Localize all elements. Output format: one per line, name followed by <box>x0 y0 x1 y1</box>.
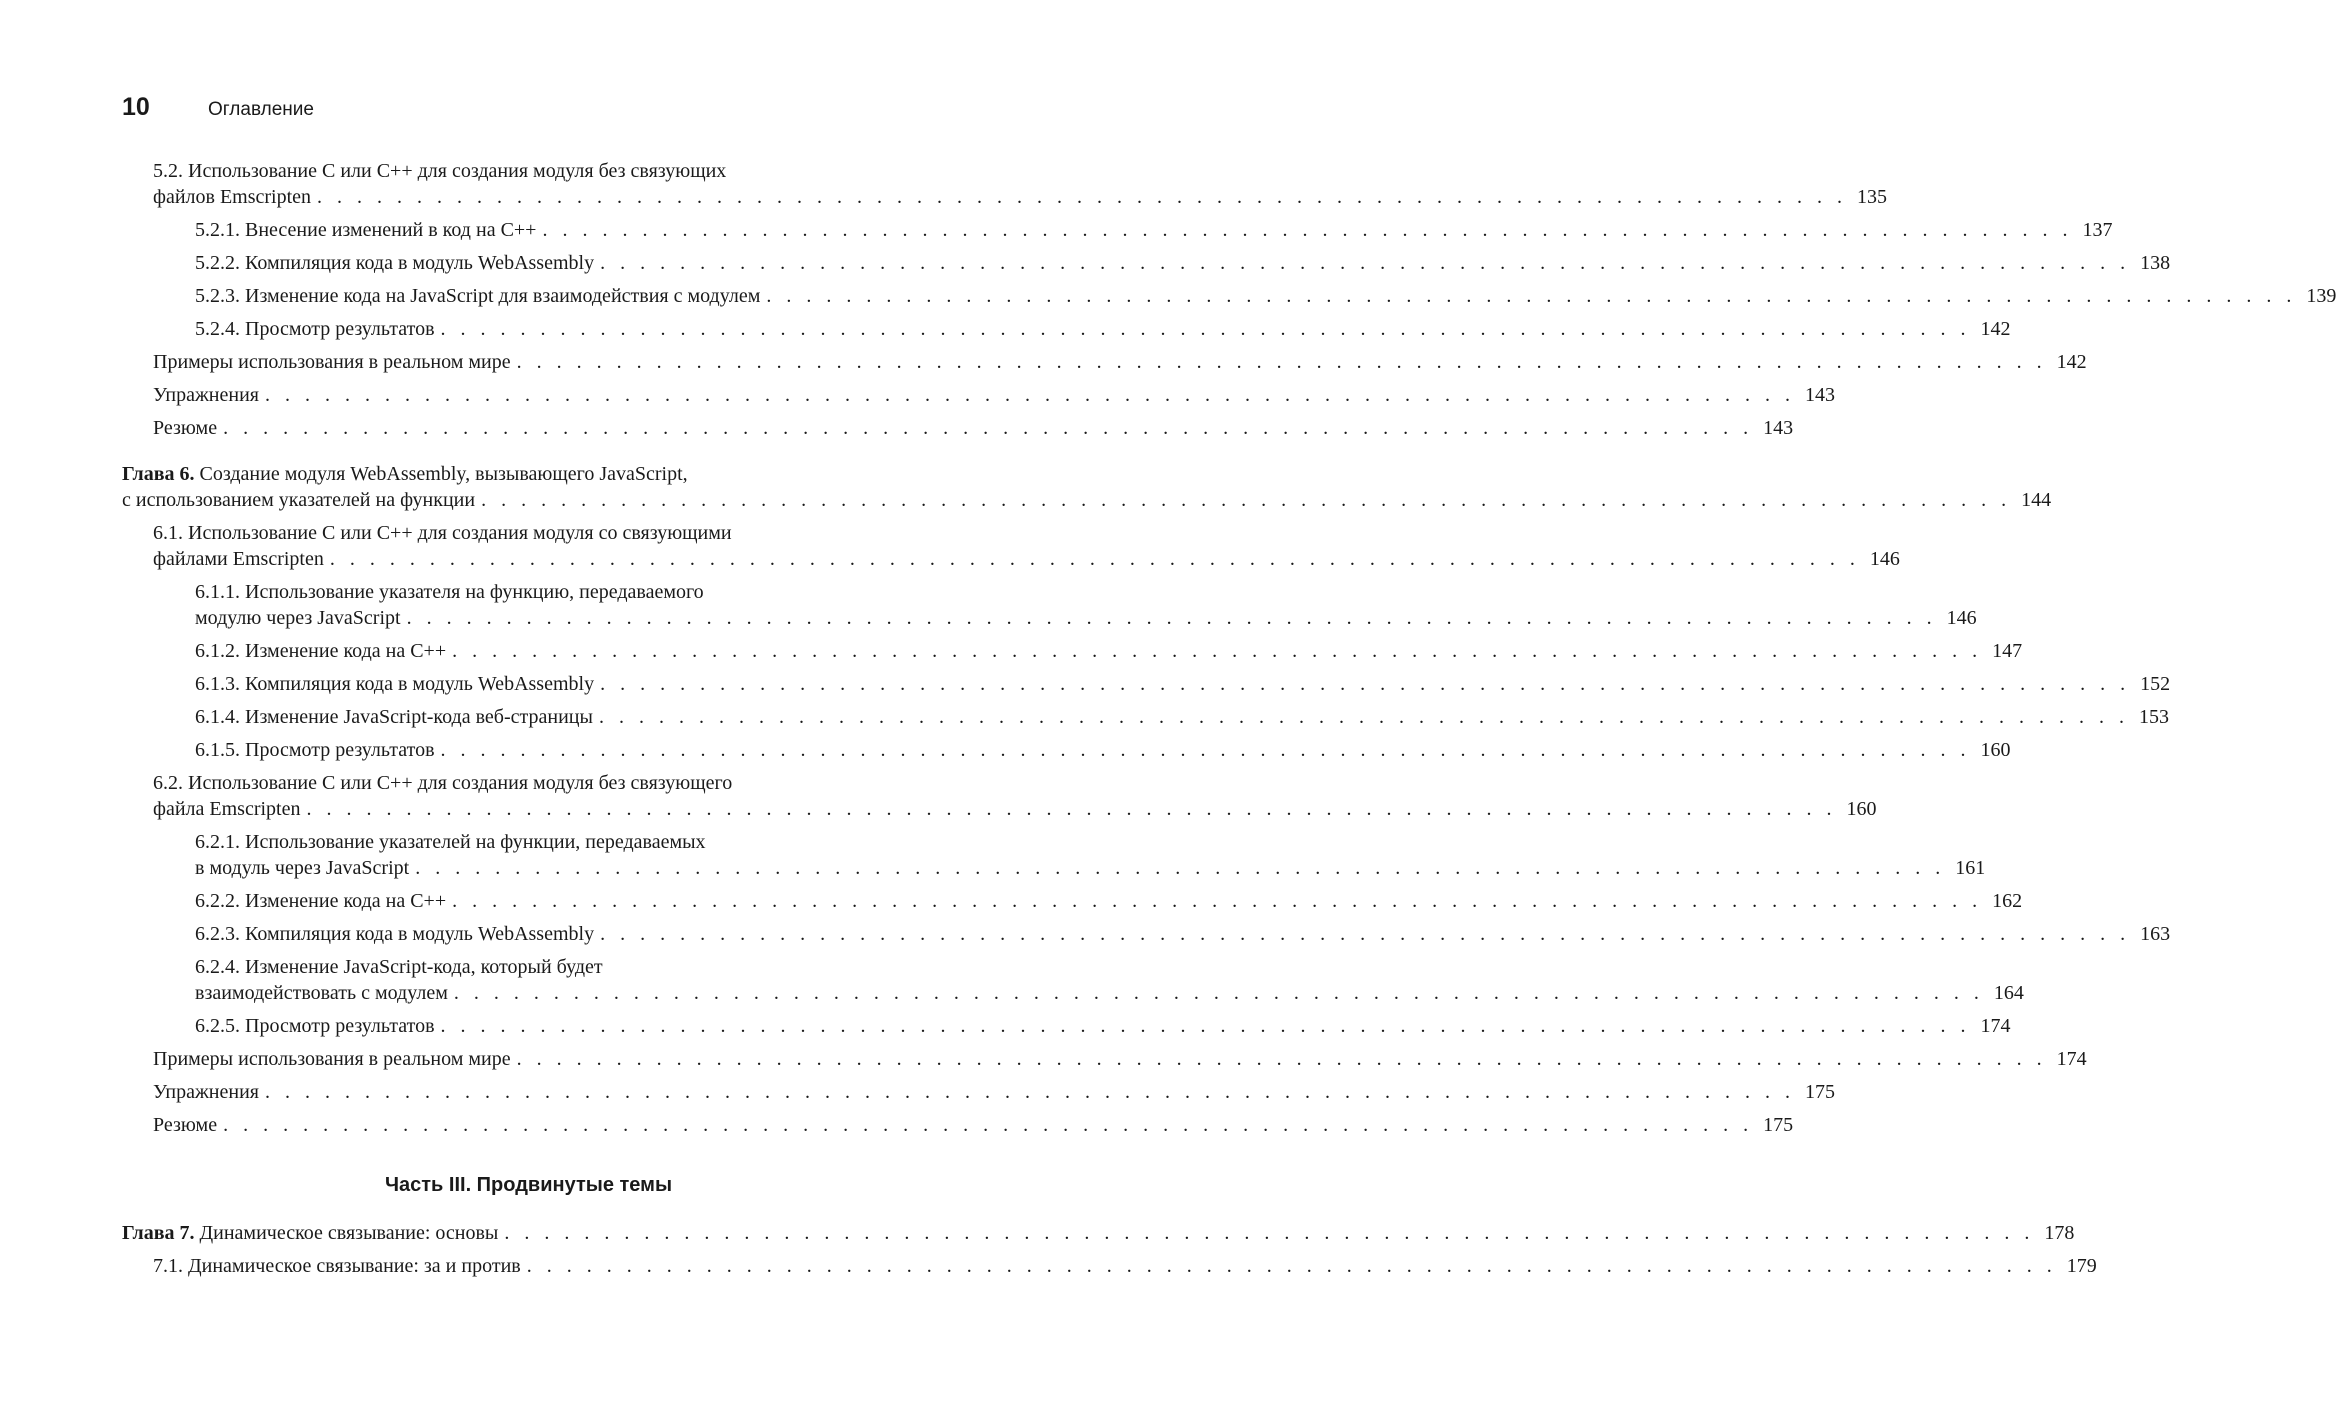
toc-entry-page: 160 <box>1980 739 2011 761</box>
toc-entry-page: 152 <box>2140 673 2171 695</box>
toc-entry-title: модулю через JavaScript <box>195 607 401 629</box>
toc-entry[interactable] <box>122 158 1888 210</box>
toc-block-chapter-7-sections <box>122 1253 2097 1279</box>
toc-entry-page: 142 <box>1980 318 2011 340</box>
toc-block-chapter-6-sections <box>122 520 2171 1138</box>
toc-entry-page: 175 <box>1763 1114 1794 1136</box>
toc-entry-title: с использованием указателей на функции <box>122 489 476 511</box>
dot-leader: . . . . . . . . . . . . . . . . . . . . . . . . . . . . . . . . . . . . . . . . . . . . . . . . . . . . . . . . . . . . . . . . . . . . . . . . . . . . . <box>317 186 1848 208</box>
toc-entry-title: 6.2.3. Компиляция кода в модуль WebAssembly <box>195 923 595 945</box>
toc-entry[interactable] <box>122 954 2024 1006</box>
toc-entry-title: 5.2.1. Внесение изменений в код на C++ <box>195 219 537 241</box>
dot-leader: . . . . . . . . . . . . . . . . . . . . . . . . . . . . . . . . . . . . . . . . . . . . . . . . . . . . . . . . . . . . . . . . . . . . . . . . . . . . . <box>223 1114 1754 1136</box>
toc-entry-page: 164 <box>1993 982 2024 1004</box>
dot-leader: . . . . . . . . . . . . . . . . . . . . . . . . . . . . . . . . . . . . . . . . . . . . . . . . . . . . . . . . . . . . . . . . . . . . . . . . . . . . . <box>440 318 1971 340</box>
toc-entry-page: 144 <box>2021 489 2052 511</box>
toc-entry[interactable] <box>122 921 2171 947</box>
toc-entry-title: 5.2.4. Просмотр результатов <box>195 318 435 340</box>
toc-entry-page: 139 <box>2306 285 2336 307</box>
toc-entry-page: 175 <box>1805 1081 1835 1103</box>
dot-leader: . . . . . . . . . . . . . . . . . . . . . . . . . . . . . . . . . . . . . . . . . . . . . . . . . . . . . . . . . . . . . . . . . . . . . . . . . . . . . <box>265 384 1795 406</box>
chapter-prefix: Глава 6. <box>122 463 195 485</box>
dot-leader: . . . . . . . . . . . . . . . . . . . . . . . . . . . . . . . . . . . . . . . . . . . . . . . . . . . . . . . . . . . . . . . . . . . . . . . . . . . . . <box>452 890 1983 912</box>
toc-block-section-5-2 <box>122 158 2336 441</box>
toc-entry-title-first-line: 6.1.1. Использование указателя на функцию, передаваемого <box>195 581 704 603</box>
toc-entry-page: 143 <box>1763 417 1794 439</box>
toc-entry-page: 161 <box>1955 857 1986 879</box>
toc-entry-page: 163 <box>2140 923 2171 945</box>
page-number: 10 <box>122 93 150 121</box>
toc-entry[interactable] <box>122 1013 2011 1039</box>
toc-entry-chapter-7[interactable] <box>122 1220 2075 1246</box>
toc-entry[interactable] <box>122 349 2087 375</box>
toc-entry-page: 162 <box>1992 890 2023 912</box>
dot-leader: . . . . . . . . . . . . . . . . . . . . . . . . . . . . . . . . . . . . . . . . . . . . . . . . . . . . . . . . . . . . . . . . . . . . . . . . . . . . . <box>516 351 2047 373</box>
dot-leader: . . . . . . . . . . . . . . . . . . . . . . . . . . . . . . . . . . . . . . . . . . . . . . . . . . . . . . . . . . . . . . . . . . . . . . . . . . . . . <box>223 417 1754 439</box>
toc-entry-title: 7.1. Динамическое связывание: за и против <box>153 1255 521 1277</box>
dot-leader: . . . . . . . . . . . . . . . . . . . . . . . . . . . . . . . . . . . . . . . . . . . . . . . . . . . . . . . . . . . . . . . . . . . . . . . . . . . . . <box>542 219 2073 241</box>
toc-entry[interactable] <box>122 704 2169 730</box>
toc-entry-title: 6.2.2. Изменение кода на C++ <box>195 890 447 912</box>
toc-entry[interactable] <box>122 283 2336 309</box>
dot-leader: . . . . . . . . . . . . . . . . . . . . . . . . . . . . . . . . . . . . . . . . . . . . . . . . . . . . . . . . . . . . . . . . . . . . . . . . . . . . . <box>440 739 1971 761</box>
toc-entry[interactable] <box>122 520 1900 572</box>
toc-entry-page: 146 <box>1869 548 1900 570</box>
toc-entry-page: 146 <box>1946 607 1977 629</box>
part-heading: Часть III. Продвинутые темы <box>384 1174 673 1196</box>
toc-entry[interactable] <box>122 671 2171 697</box>
toc-entry-page: 135 <box>1857 186 1888 208</box>
toc-entry-title: Примеры использования в реальном мире <box>153 351 511 373</box>
toc-entry-page: 174 <box>1980 1015 2011 1037</box>
toc-entry-page: 179 <box>2066 1255 2097 1277</box>
running-title: Оглавление <box>208 99 314 120</box>
toc-entry-title: Примеры использования в реальном мире <box>153 1048 511 1070</box>
toc-entry-title: 5.2.3. Изменение кода на JavaScript для взаимодействия с модулем <box>195 285 761 307</box>
toc-entry-page: 178 <box>2044 1222 2075 1244</box>
toc-entry[interactable] <box>122 382 1835 408</box>
toc-entry-title: Резюме <box>153 417 218 439</box>
toc-entry-page: 142 <box>2056 351 2087 373</box>
toc-entry-page: 147 <box>1992 640 2023 662</box>
toc-entry[interactable] <box>122 638 2023 664</box>
toc-entry-title-first-line: 5.2. Использование C или C++ для создания модуля без связующих <box>153 160 727 182</box>
toc-entry-title-first-line: Создание модуля WebAssembly, вызывающего JavaScript, <box>199 463 688 485</box>
toc-entry-title: файлами Emscripten <box>153 548 324 570</box>
toc-entry-title-first-line: 6.2.4. Изменение JavaScript-кода, который будет <box>195 956 603 978</box>
toc-entry-chapter-6[interactable] <box>122 461 2052 513</box>
toc-entry-page: 160 <box>1846 798 1877 820</box>
toc-entry-title: 6.2.5. Просмотр результатов <box>195 1015 435 1037</box>
toc-entry[interactable] <box>122 888 2023 914</box>
toc-entry-page: 143 <box>1805 384 1835 406</box>
toc-entry[interactable] <box>122 829 1986 881</box>
toc-entry[interactable] <box>122 1112 1794 1138</box>
toc-entry-title: в модуль через JavaScript <box>195 857 410 879</box>
toc-entry-title-first-line: 6.1. Использование C или C++ для создания модуля со связующими <box>153 522 732 544</box>
toc-entry-title: Упражнения <box>153 1081 259 1103</box>
dot-leader: . . . . . . . . . . . . . . . . . . . . . . . . . . . . . . . . . . . . . . . . . . . . . . . . . . . . . . . . . . . . . . . . . . . . . . . . . . . . . <box>406 607 1937 629</box>
toc-entry-title: 6.1.2. Изменение кода на C++ <box>195 640 447 662</box>
dot-leader: . . . . . . . . . . . . . . . . . . . . . . . . . . . . . . . . . . . . . . . . . . . . . . . . . . . . . . . . . . . . . . . . . . . . . . . . . . . . . <box>452 640 1983 662</box>
toc-entry[interactable] <box>122 250 2171 276</box>
running-head <box>122 93 314 123</box>
toc-entry-page: 138 <box>2140 252 2171 274</box>
dot-leader: . . . . . . . . . . . . . . . . . . . . . . . . . . . . . . . . . . . . . . . . . . . . . . . . . . . . . . . . . . . . . . . . . . . . . . . . . . . . . <box>600 923 2131 945</box>
toc-entry[interactable] <box>122 1253 2097 1279</box>
toc-entry-page: 174 <box>2056 1048 2087 1070</box>
toc-entry-title: Резюме <box>153 1114 218 1136</box>
toc-entry[interactable] <box>122 579 1977 631</box>
toc-entry-title-first-line: 6.2. Использование C или C++ для создания модуля без связующего <box>153 772 733 794</box>
dot-leader: . . . . . . . . . . . . . . . . . . . . . . . . . . . . . . . . . . . . . . . . . . . . . . . . . . . . . . . . . . . . . . . . . . . . . . . . . . . . . <box>516 1048 2047 1070</box>
toc-entry-title: Упражнения <box>153 384 259 406</box>
dot-leader: . . . . . . . . . . . . . . . . . . . . . . . . . . . . . . . . . . . . . . . . . . . . . . . . . . . . . . . . . . . . . . . . . . . . . . . . . . . . . <box>526 1255 2057 1277</box>
toc-entry-title: 6.1.3. Компиляция кода в модуль WebAssembly <box>195 673 595 695</box>
toc-entry[interactable] <box>122 737 2011 763</box>
dot-leader: . . . . . . . . . . . . . . . . . . . . . . . . . . . . . . . . . . . . . . . . . . . . . . . . . . . . . . . . . . . . . . . . . . . . . . . . . . . . . <box>453 982 1984 1004</box>
toc-entry-title: файлов Emscripten <box>153 186 312 208</box>
toc-entry[interactable] <box>122 316 2011 342</box>
toc-entry[interactable] <box>122 1046 2087 1072</box>
dot-leader: . . . . . . . . . . . . . . . . . . . . . . . . . . . . . . . . . . . . . . . . . . . . . . . . . . . . . . . . . . . . . . . . . . . . . . . . . . . . . <box>329 548 1860 570</box>
dot-leader: . . . . . . . . . . . . . . . . . . . . . . . . . . . . . . . . . . . . . . . . . . . . . . . . . . . . . . . . . . . . . . . . . . . . . . . . . . . . . <box>600 673 2131 695</box>
toc-entry-title: 6.1.4. Изменение JavaScript-кода веб-страницы <box>195 706 593 728</box>
toc-entry[interactable] <box>122 217 2113 243</box>
toc-entry-page: 137 <box>2082 219 2113 241</box>
dot-leader: . . . . . . . . . . . . . . . . . . . . . . . . . . . . . . . . . . . . . . . . . . . . . . . . . . . . . . . . . . . . . . . . . . . . . . . . . . . . . <box>306 798 1837 820</box>
toc-entry-title: 5.2.2. Компиляция кода в модуль WebAssembly <box>195 252 595 274</box>
dot-leader: . . . . . . . . . . . . . . . . . . . . . . . . . . . . . . . . . . . . . . . . . . . . . . . . . . . . . . . . . . . . . . . . . . . . . . . . . . . . . <box>481 489 2012 511</box>
toc-entry-title: 6.1.5. Просмотр результатов <box>195 739 435 761</box>
dot-leader: . . . . . . . . . . . . . . . . . . . . . . . . . . . . . . . . . . . . . . . . . . . . . . . . . . . . . . . . . . . . . . . . . . . . . . . . . . . . . <box>415 857 1946 879</box>
dot-leader: . . . . . . . . . . . . . . . . . . . . . . . . . . . . . . . . . . . . . . . . . . . . . . . . . . . . . . . . . . . . . . . . . . . . . . . . . . . . . <box>766 285 2297 307</box>
dot-leader: . . . . . . . . . . . . . . . . . . . . . . . . . . . . . . . . . . . . . . . . . . . . . . . . . . . . . . . . . . . . . . . . . . . . . . . . . . . . . <box>598 706 2129 728</box>
toc-entry-title: Динамическое связывание: основы <box>199 1222 499 1244</box>
dot-leader: . . . . . . . . . . . . . . . . . . . . . . . . . . . . . . . . . . . . . . . . . . . . . . . . . . . . . . . . . . . . . . . . . . . . . . . . . . . . . <box>600 252 2131 274</box>
dot-leader: . . . . . . . . . . . . . . . . . . . . . . . . . . . . . . . . . . . . . . . . . . . . . . . . . . . . . . . . . . . . . . . . . . . . . . . . . . . . . <box>440 1015 1971 1037</box>
toc-entry-title: файла Emscripten <box>153 798 301 820</box>
dot-leader: . . . . . . . . . . . . . . . . . . . . . . . . . . . . . . . . . . . . . . . . . . . . . . . . . . . . . . . . . . . . . . . . . . . . . . . . . . . . . <box>265 1081 1795 1103</box>
toc-entry[interactable] <box>122 770 1877 822</box>
chapter-prefix: Глава 7. <box>122 1222 195 1244</box>
toc-entry-title: взаимодействовать с модулем <box>195 982 448 1004</box>
toc-entry-page: 153 <box>2138 706 2169 728</box>
toc-entry-title-first-line: 6.2.1. Использование указателей на функции, передаваемых <box>195 831 706 853</box>
toc-entry[interactable] <box>122 415 1794 441</box>
dot-leader: . . . . . . . . . . . . . . . . . . . . . . . . . . . . . . . . . . . . . . . . . . . . . . . . . . . . . . . . . . . . . . . . . . . . . . . . . . . . . <box>504 1222 2035 1244</box>
toc-entry[interactable] <box>122 1079 1835 1105</box>
table-of-contents <box>122 158 2336 1286</box>
